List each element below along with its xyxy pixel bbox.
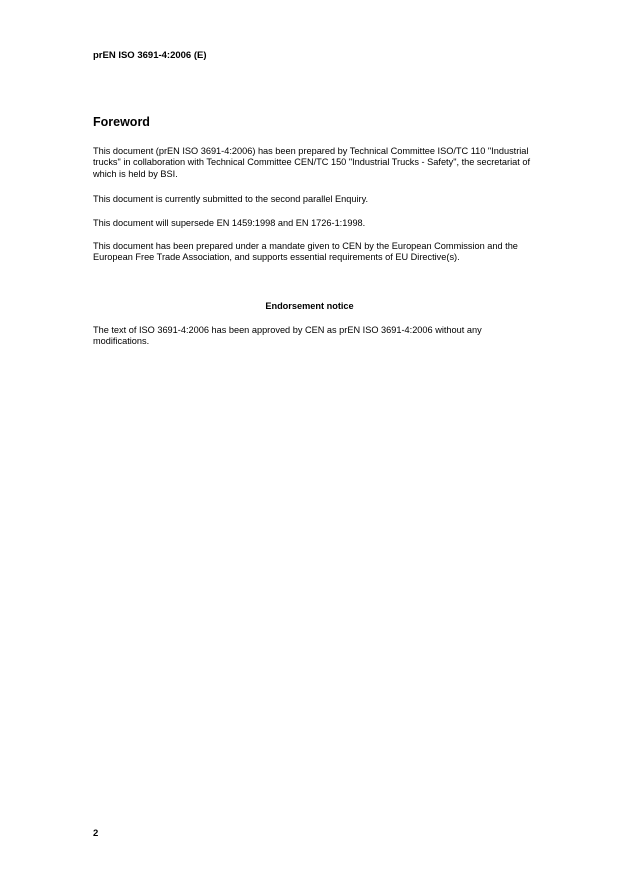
foreword-heading: Foreword [93,115,150,129]
page-number: 2 [93,828,99,839]
foreword-paragraph: This document will supersede EN 1459:1998 and EN 1726-1:1998. [93,218,366,228]
endorsement-notice-heading: Endorsement notice [265,301,354,311]
foreword-paragraph: This document is currently submitted to the second parallel Enquiry. [93,194,369,204]
endorsement-paragraph: The text of ISO 3691-4:2006 has been approved by CEN as prEN ISO 3691-4:2006 without any modifications. [93,325,482,347]
document-header: prEN ISO 3691-4:2006 (E) [93,50,207,61]
foreword-paragraph: This document (prEN ISO 3691-4:2006) has been prepared by Technical Committee ISO/TC 110 "Industrial trucks" in collaboration with Technical Committee CEN/TC 150 "Industrial Trucks - Safety", the secretariat of which is held by BSI. [93,146,531,179]
foreword-paragraph: This document has been prepared under a mandate given to CEN by the European Commission and the European Free Trade Association, and supports essential requirements of EU Directive(s). [93,241,518,263]
